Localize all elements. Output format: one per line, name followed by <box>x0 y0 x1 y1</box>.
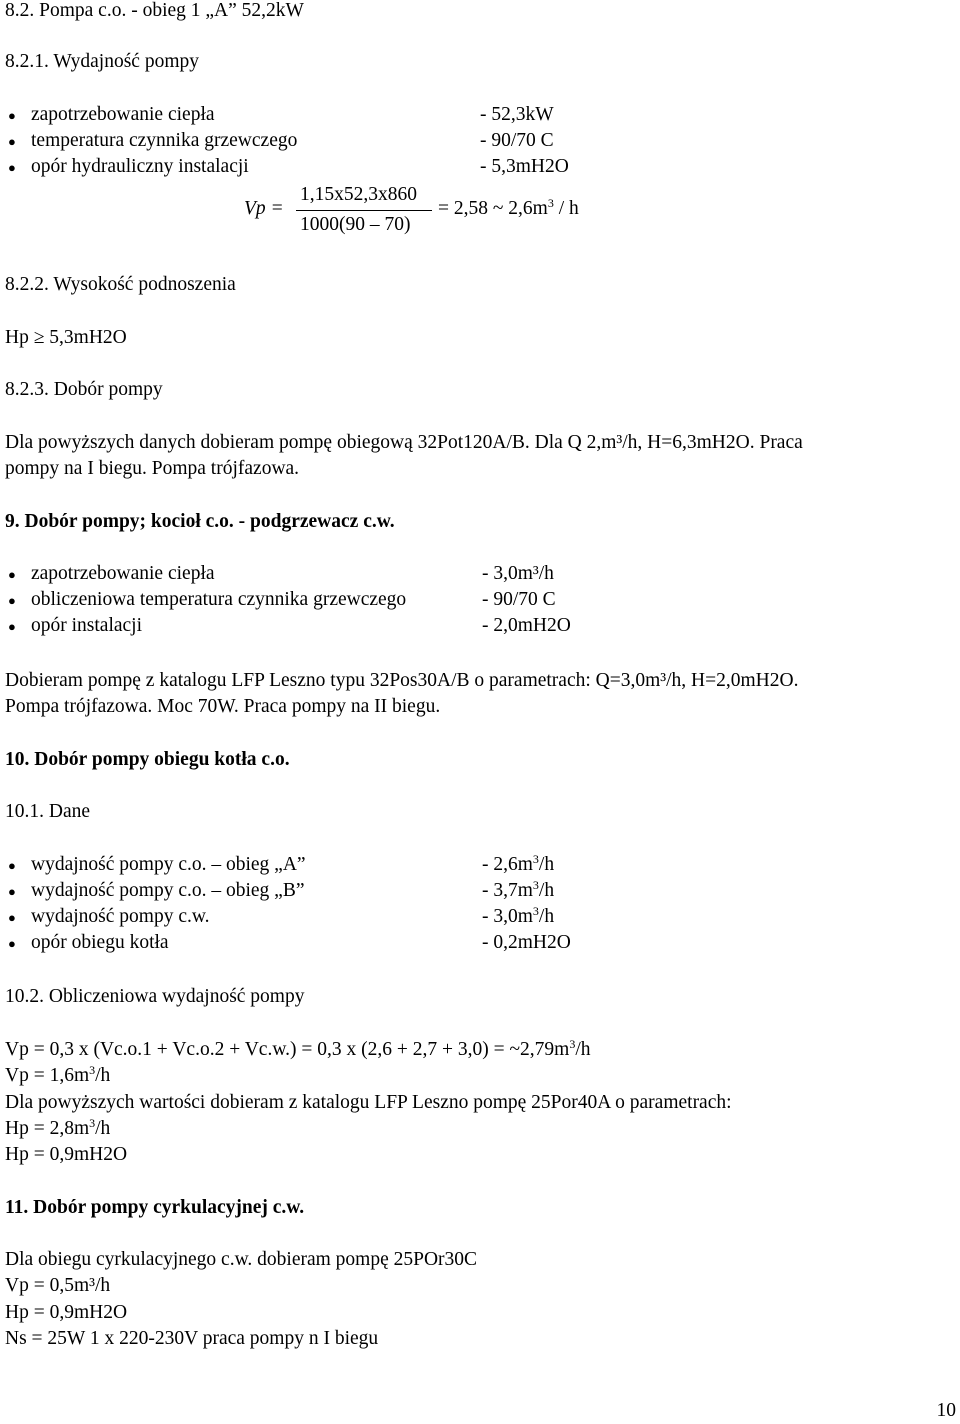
formula-lhs: Vp = <box>244 198 284 219</box>
bullet-icon: ● <box>8 936 16 951</box>
param-label: opór obiegu kotła <box>31 932 169 953</box>
param-label: temperatura czynnika grzewczego <box>31 130 298 151</box>
paragraph-line: Pompa trójfazowa. Moc 70W. Praca pompy na II biegu. <box>5 696 441 717</box>
bullet-icon: ● <box>8 884 16 899</box>
formula-numerator: 1,15x52,3x860 <box>300 184 417 205</box>
param-label: zapotrzebowanie ciepła <box>31 563 215 584</box>
formula-denominator: 1000(90 – 70) <box>300 214 411 235</box>
paragraph-line: Dla powyższych danych dobieram pompę obiegową 32Pot120A/B. Dla Q 2,m³/h, H=6,3mH2O. Praca <box>5 432 803 453</box>
param-label: zapotrzebowanie ciepła <box>31 104 215 125</box>
bullet-icon: ● <box>8 619 16 634</box>
head-requirement: Hp ≥ 5,3mH2O <box>5 327 127 348</box>
bullet-icon: ● <box>8 858 16 873</box>
param-value: - 0,2mH2O <box>482 932 571 953</box>
param-value: - $2,6m^3/h$ <box>482 852 555 875</box>
paragraph-line: Dobieram pompę z katalogu LFP Leszno typu 32Pos30A/B o parametrach: Q=3,0m³/h, H=2,0mH2O. <box>5 670 799 691</box>
bullet-icon: ● <box>8 567 16 582</box>
param-value: - 5,3mH2O <box>480 156 569 177</box>
calc-line: Hp = 0,9mH2O <box>5 1144 128 1165</box>
paragraph-line: Vp = 0,5m³/h <box>5 1275 111 1296</box>
param-value: - $3,7m^3/h$ <box>482 878 555 901</box>
param-label: wydajność pompy c.o. – obieg „B” <box>31 880 305 901</box>
section-8-2-2-title: 8.2.2. Wysokość podnoszenia <box>5 274 236 295</box>
paragraph-line: Ns = 25W 1 x 220-230V praca pompy n I biegu <box>5 1328 379 1349</box>
param-label: wydajność pompy c.o. – obieg „A” <box>31 854 306 875</box>
param-value: - 52,3kW <box>480 104 554 125</box>
param-label: opór instalacji <box>31 615 143 636</box>
paragraph-line: pompy na I biegu. Pompa trójfazowa. <box>5 458 300 479</box>
section-10-1-title: 10.1. Dane <box>5 801 91 822</box>
formula-result: = 2,58 ~ $2,6m^3$ / h <box>438 196 579 219</box>
param-label: opór hydrauliczny instalacji <box>31 156 249 177</box>
param-label: obliczeniowa temperatura czynnika grzewczego <box>31 589 407 610</box>
section-11-title: 11. Dobór pompy cyrkulacyjnej c.w. <box>5 1197 305 1218</box>
param-value: - 2,0mH2O <box>482 615 571 636</box>
param-value: - 3,0m³/h <box>482 563 554 584</box>
paragraph-line: Dla obiegu cyrkulacyjnego c.w. dobieram pompę 25POr30C <box>5 1249 478 1270</box>
calc-line: $Hp = 2,8m^3/h$ <box>5 1116 111 1139</box>
section-8-2-1-title: 8.2.1. Wydajność pompy <box>5 51 199 72</box>
paragraph-line: Hp = 0,9mH2O <box>5 1302 128 1323</box>
bullet-icon: ● <box>8 160 16 175</box>
param-label: wydajność pompy c.w. <box>31 906 210 927</box>
calc-line: $Vp = 1,6m^3/h$ <box>5 1063 111 1086</box>
bullet-icon: ● <box>8 108 16 123</box>
section-9-title: 9. Dobór pompy; kocioł c.o. - podgrzewacz c.w. <box>5 511 395 532</box>
bullet-icon: ● <box>8 910 16 925</box>
section-8-2-3-title: 8.2.3. Dobór pompy <box>5 379 163 400</box>
section-10-2-title: 10.2. Obliczeniowa wydajność pompy <box>5 986 305 1007</box>
bullet-icon: ● <box>8 134 16 149</box>
section-8-2-title: 8.2. Pompa c.o. - obieg 1 „A” 52,2kW <box>5 0 304 21</box>
fraction-bar <box>296 210 432 211</box>
param-value: - $3,0m^3/h$ <box>482 904 555 927</box>
param-value: - 90/70 C <box>480 130 554 151</box>
section-10-title: 10. Dobór pompy obiegu kotła c.o. <box>5 749 290 770</box>
paragraph-line: Dla powyższych wartości dobieram z katalogu LFP Leszno pompę 25Por40A o parametrach: <box>5 1092 732 1113</box>
page-number: 10 <box>936 1400 956 1421</box>
bullet-icon: ● <box>8 593 16 608</box>
param-value: - 90/70 C <box>482 589 556 610</box>
calc-line: Vp = 0,3 x (Vc.o.1 + Vc.o.2 + Vc.w.) = 0,3 x $(2,6 + 2,7 + 3,0) = \sim 2,79m^3/h$ <box>5 1037 591 1060</box>
